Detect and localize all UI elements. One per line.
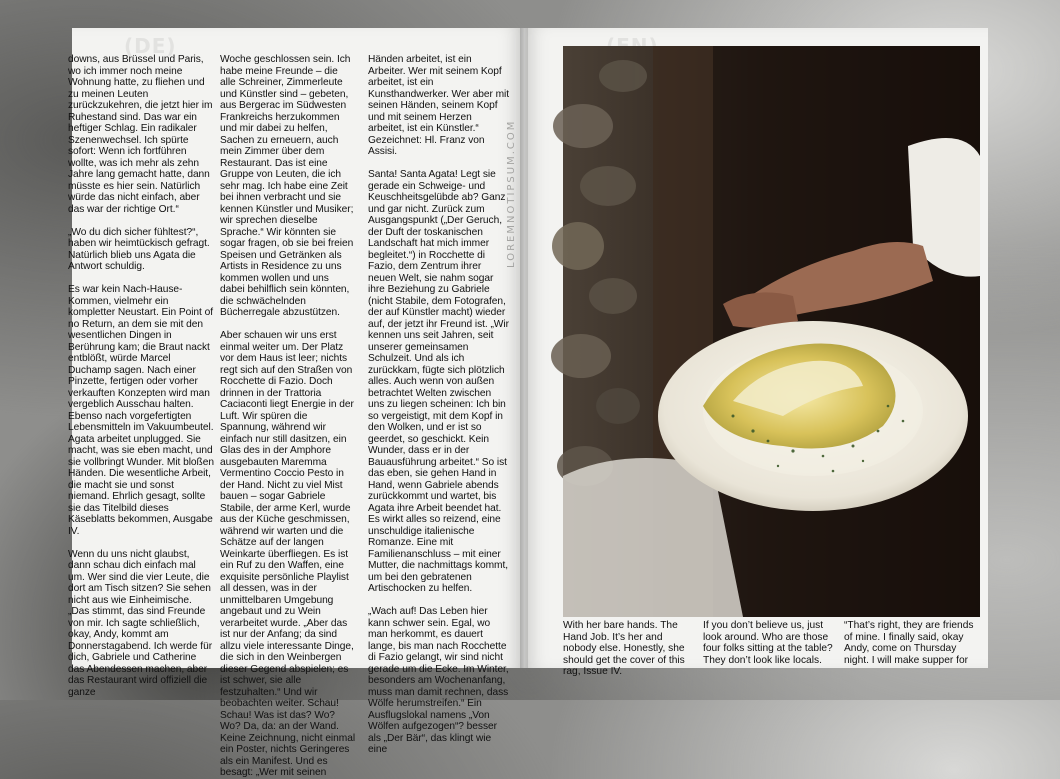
paragraph: Händen arbeitet, ist ein Arbeiter. Wer mit seinem Kopf arbeitet, ist ein Kunsthandwerker. Wer aber mit seinen Händen, seinem Kopf und mit seinem Herzen arbeitet, ist ein Künstler.“ Gezeichnet: Hl. Franz von Assisi. xyxy=(368,54,510,157)
text-column-1 xyxy=(68,54,214,698)
en-text-column-1: With her bare hands. The Hand Job. It’s her and nobody else. Honestly, she should get the cover of this rag, Issue IV. xyxy=(563,620,685,677)
page-fold xyxy=(520,28,528,668)
language-tag-de: (DE) xyxy=(124,34,177,58)
paragraph: Es war kein Nach-Hause-Kommen, vielmehr ein kompletter Neustart. Ein Point of no Return, an dem sie mit den wesentlichen Dingen in Berührung kam; die Braut nackt entblößt, würde Marcel Duchamp sagen. Nach einer Pinzette, fertigen oder vorher verkauften Konzepten wird man vergeblich Ausschau halten. Ebenso nach vorgefertigten Lebensmitteln im Vakuumbeutel. Agata arbeitet unplugged. Sie macht, was sie eben macht, und sie vollbringt Wunder. Mit bloßen Händen. Die wesentliche Arbeit, die macht sie und sonst niemand. Ehrlich gesagt, sollte sie das Titelbild dieses Käseblatts bekommen, Ausgabe IV. xyxy=(68,284,214,537)
paragraph: „Wo du dich sicher fühltest?“, haben wir heimtückisch gefragt. Natürlich blieb uns Agata die Antwort schuldig. xyxy=(68,226,210,272)
paragraph: Wenn du uns nicht glaubst, dann schau dich einfach mal um. Wer sind die vier Leute, die dort am Tisch sitzen? Sie sehen nicht aus wie Einheimische. „Das stimmt, das sind Freunde von mir. Ich sagte schließlich, okay, Andy, kommt am Donnerstagabend. Ich werde für dich, Gabriele und Catherine das Abendessen machen, aber das Restaurant wird offiziell die ganze xyxy=(68,548,213,698)
photo-illustration xyxy=(563,46,980,617)
left-page xyxy=(68,28,524,778)
hand-holding-plate-photo xyxy=(563,46,980,617)
paragraph: Santa! Santa Agata! Legt sie gerade ein Schweige- und Keuschheitsgelübde ab? Ganz und gar nicht. Zurück zum Ausgangspunkt („Der Geruch, der Duft der toskanischen Landschaft hat mich immer begleitet.“) in Rocchette di Fazio, dem Zentrum ihrer neuen Welt, sie nahm sogar ihre Beziehung zu Gabriele (nicht Stabile, dem Fotografen, der auf Künstler macht) wieder auf, der jetzt ihr Freund ist. „Wir kennen uns seit Jahren, seit unserer gemeinsamen Schulzeit. Und als ich zurückkam, fügte sich plötzlich alles. Auch wenn von außen betrachtet Welten zwischen uns zu liegen scheinen: Ich bin so vergeistigt, mit dem Kopf in den Wolken, und er ist so geerdet, so geschickt. Kein Wunder, dass er in der Bauausführung arbeitet.“ So ist das eben, sie gehen Hand in Hand, wenn Gabriele abends zurückkommt und wartet, bis Agata ihre Arbeit beendet hat. Es wirkt alles so reizend, eine unschuldige italienische Romanze. Eine mit Familienanschluss – mit einer Mutter, die nachmittags kommt, um bei den gebratenen Artischocken zu helfen. xyxy=(368,169,509,594)
vertical-website-url: LOREMNOTIPSUM.COM xyxy=(506,119,517,268)
paragraph: downs, aus Brüssel und Paris, wo ich immer noch meine Wohnung hatte, zu fliehen und zu meinen Leuten zurückzukehren, die jetzt hier im Ruhestand sind. Das war ein heftiger Schlag. Ein radikaler Szenenwechsel. Ich spürte sofort: Wenn ich fortführen wollte, was ich mehr als zehn Jahre lang gemacht hatte, dann müsste es hier sein. Natürlich würde das nicht einfach, aber das war der richtige Ort.“ xyxy=(68,54,213,215)
en-text-column-2: If you don’t believe us, just look around. Who are those four folks sitting at the table? They don’t look like locals. xyxy=(703,620,833,666)
paragraph: Aber schauen wir uns erst einmal weiter um. Der Platz vor dem Haus ist leer; nichts regt sich auf den Straßen von Rocchette di Fazio. Doch drinnen in der Trattoria Caciaconti liegt Energie in der Luft. Wir spüren die Spannung, während wir einfach nur still dasitzen, ein Glas des in der Amphore ausgebauten Maremma Vermentino Coccio Pesto in der Hand. Nicht zu viel Mist bauen – sogar Gabriele Stabile, der arme Kerl, wurde aus der Küche geschmissen, während wir warten und die Schätze auf der langen Weinkarte überfliegen. Es ist ein Ruf zu den Waffen, eine exquisite persönliche Playlist all dessen, was in der unmittelbaren Umgebung angebaut und zu Wein verarbeitet wurde. „Aber das ist nur der Anfang; da sind allzu viele interessante Dinge, die sich in den Weinbergen dieser Gegend abspielen; es ist schwer, sie alle festzuhalten.“ Und wir beobachten weiter. Schau! Schau! Was ist das? Wo? Wo? Da, da: an der Wand. Keine Zeichnung, nicht einmal ein Poster, nichts Geringeres als ein Manifest. Und es besagt: „Wer mit seinen xyxy=(220,330,356,778)
text-column-3 xyxy=(368,54,510,755)
magazine-spread xyxy=(68,28,988,778)
en-text-column-3: “That’s right, they are friends of mine. I finally said, okay Andy, come on Thursday night. I will make supper for xyxy=(844,620,974,666)
text-column-2 xyxy=(220,54,356,778)
paragraph: „Wach auf! Das Leben hier kann schwer sein. Egal, wo man herkommt, es dauert lange, bis man nach Rocchette di Fazio gelangt, wir sind nicht gerade um die Ecke. Im Winter, besonders am Wochenanfang, muss man damit rechnen, dass Wölfe herumstreifen.“ Ein Ausflugslokal namens „Von Wölfen aufgezogen“? besser als „Der Bär“, das klingt wie eine xyxy=(368,606,509,755)
paragraph: Woche geschlossen sein. Ich habe meine Freunde – die alle Schreiner, Zimmerleute und Künstler sind – gebeten, aus Bergerac im Südwesten Frankreichs herzukommen und mir dabei zu helfen, Sachen zu erneuern, auch mein Zimmer über dem Restaurant. Das ist eine Gruppe von Leuten, die ich sehr mag. Ich habe eine Zeit bei ihnen verbracht und sie kennen Künstler und Musiker; wir sprechen dieselbe Sprache.“ Wir könnten sie sogar fragen, ob sie bei freien Speisen und Getränken als Artists in Residence zu uns kommen wollen und uns dabei behilflich sein könnten, die schwächelnden Bücherregale abzustützen. xyxy=(220,54,354,318)
